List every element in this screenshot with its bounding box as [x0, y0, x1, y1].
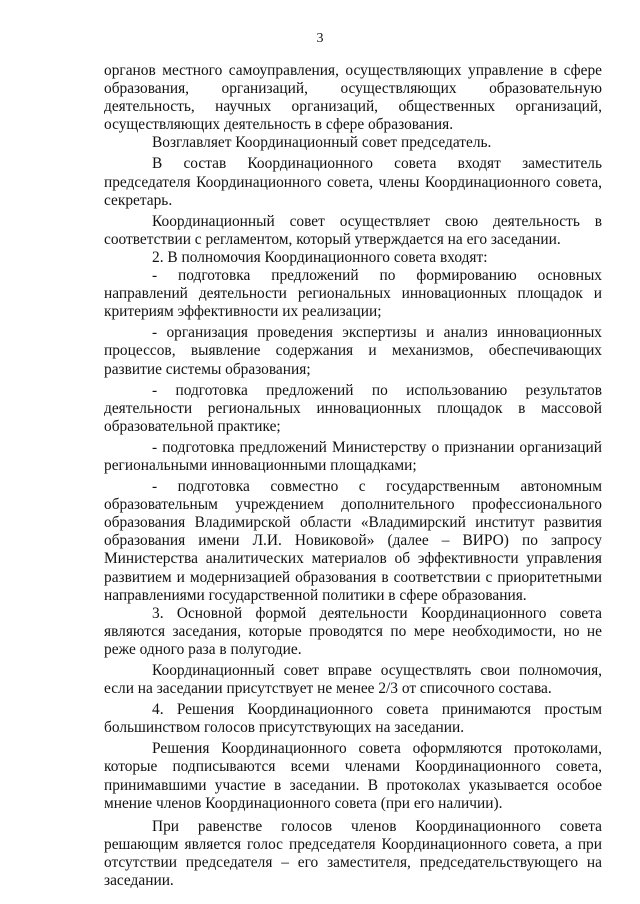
list-item: - подготовка предложений по использованию результатов деятельности региональных инновационных площадок в массовой образовательной практике; [104, 381, 602, 435]
list-item: - подготовка предложений по формированию основных направлений деятельности региональных инновационных площадок и критериям эффективности их реализации; [104, 267, 602, 321]
paragraph: При равенстве голосов членов Координационного совета решающим является голос председателя Координационного совета, а при отсутствии председателя – его заместителя, председательствующего на заседании. [104, 817, 602, 890]
paragraph: Решения Координационного совета оформляются протоколами, которые подписываются всеми членами Координационного совета, принимавшими участие в заседании. В протоколах указывается особое мнение членов Координационного совета (при его наличии). [104, 740, 602, 812]
paragraph: 2. В полномочия Координационного совета входят: [152, 248, 488, 266]
list-item: - подготовка предложений Министерству о признании организаций региональными инновационными площадками; [104, 438, 602, 474]
paragraph: 3. Основной формой деятельности Координационного совета являются заседания, которые проводятся по мере необходимости, но не реже одного раза в полугодие. [104, 604, 602, 658]
paragraph: органов местного самоуправления, осуществляющих управление в сфере образования, организаций, осуществляющих образовательную деятельность, научных организаций, общественных организаций, осуществляющих деятельность в сфере образования. [104, 62, 602, 134]
paragraph: В состав Координационного совета входят заместитель председателя Координационного совета, члены Координационного совета, секретарь. [104, 155, 602, 209]
paragraph: Координационный совет осуществляет свою деятельность в соответствии с регламентом, который утверждается на его заседании. [104, 212, 602, 248]
paragraph: Координационный совет вправе осуществлять свои полномочия, если на заседании присутствует не менее 2/3 от списочного состава. [104, 662, 602, 698]
document-body [104, 62, 602, 890]
paragraph: 4. Решения Координационного совета принимаются простым большинством голосов присутствующих на заседании. [104, 701, 602, 737]
page-number: 3 [316, 31, 324, 46]
list-item: - организация проведения экспертизы и анализ инновационных процессов, выявление содержания и механизмов, обеспечивающих развитие системы образования; [104, 324, 602, 378]
paragraph: Возглавляет Координационный совет председатель. [152, 134, 492, 152]
list-item: - подготовка совместно с государственным автономным образовательным учреждением дополнительного профессионального образования Владимирской области «Владимирский институт развития образования имени Л.И. Новиковой» (далее – ВИРО) по запросу Министерства аналитических материалов об эффективности управления развитием и модернизацией образования в соответствии с приоритетными направлениями государственной политики в сфере образования. [104, 478, 602, 604]
